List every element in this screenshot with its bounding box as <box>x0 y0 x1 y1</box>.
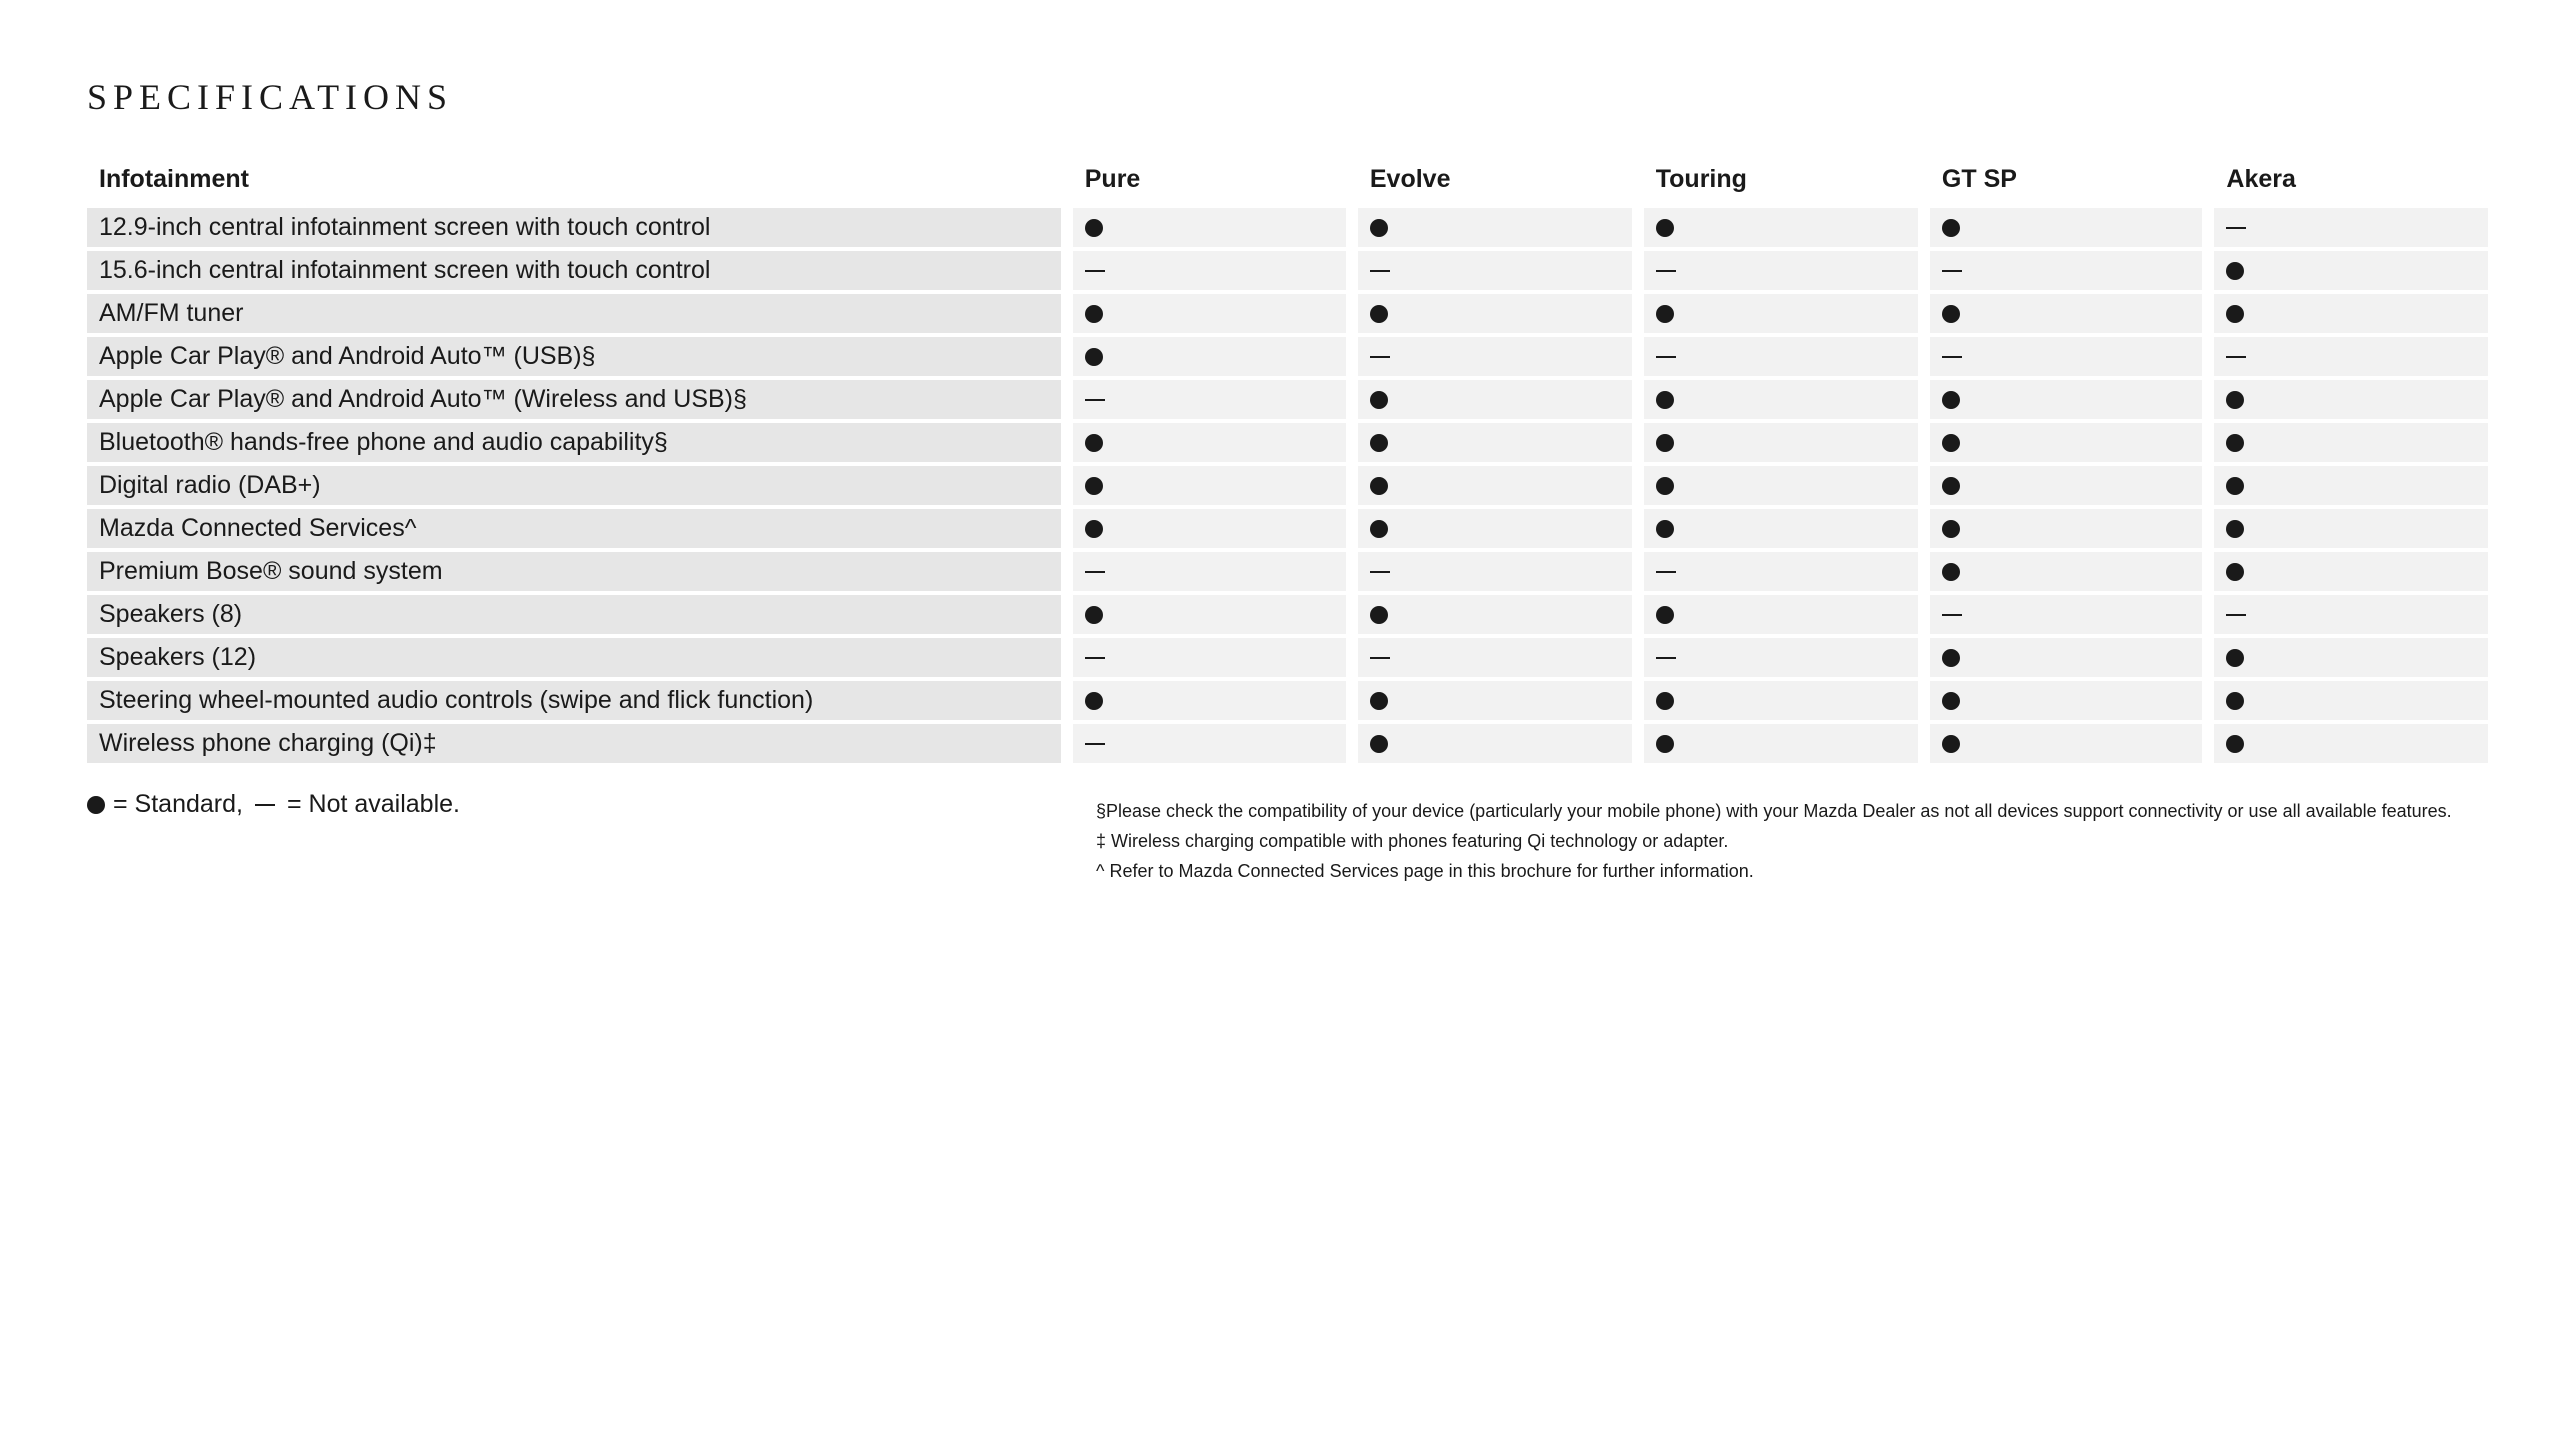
value-cell <box>1644 337 1918 376</box>
standard-dot-icon <box>1370 692 1388 710</box>
standard-dot-icon <box>1942 563 1960 581</box>
standard-dot-icon <box>1656 305 1674 323</box>
value-cell <box>1073 466 1346 505</box>
value-cell <box>1073 423 1346 462</box>
value-cell <box>1358 466 1632 505</box>
feature-cell: 15.6-inch central infotainment screen with touch control <box>87 251 1061 290</box>
not-available-dash-icon <box>1942 356 1962 358</box>
value-cell <box>1358 423 1632 462</box>
value-cell <box>1930 595 2203 634</box>
standard-dot-icon <box>1085 692 1103 710</box>
standard-dot-icon <box>1942 219 1960 237</box>
value-cell <box>1644 208 1918 247</box>
feature-cell: Premium Bose® sound system <box>87 552 1061 591</box>
standard-dot-icon <box>1656 434 1674 452</box>
value-cell <box>1358 681 1632 720</box>
not-available-dash-icon <box>2226 614 2246 616</box>
value-cell <box>1644 552 1918 591</box>
column-header-akera: Akera <box>2226 164 2296 193</box>
value-cell <box>1073 337 1346 376</box>
not-available-dash-icon <box>1370 571 1390 573</box>
value-cell <box>1644 423 1918 462</box>
table-header-row <box>87 154 2488 204</box>
not-available-dash-icon <box>1656 356 1676 358</box>
standard-dot-icon <box>1656 606 1674 624</box>
standard-dot-icon <box>1656 391 1674 409</box>
feature-cell: Speakers (12) <box>87 638 1061 677</box>
not-available-dash-icon <box>1085 657 1105 659</box>
footnote: ^ Refer to Mazda Connected Services page in this brochure for further information. <box>1096 861 1754 881</box>
value-cell <box>1930 251 2203 290</box>
not-available-dash-icon <box>1370 657 1390 659</box>
value-cell <box>2214 509 2488 548</box>
value-cell <box>1358 380 1632 419</box>
not-available-dash-icon <box>1085 399 1105 401</box>
value-cell <box>2214 466 2488 505</box>
standard-dot-icon <box>1656 692 1674 710</box>
value-cell <box>1073 294 1346 333</box>
value-cell <box>2214 423 2488 462</box>
value-cell <box>1930 380 2203 419</box>
table-row <box>87 466 2488 505</box>
legend-standard-label: = Standard, <box>113 790 243 818</box>
table-row <box>87 251 2488 290</box>
table-body <box>87 208 2488 763</box>
value-cell <box>1930 466 2203 505</box>
table-row <box>87 552 2488 591</box>
not-available-dash-icon <box>1942 270 1962 272</box>
value-cell <box>1644 638 1918 677</box>
table-row <box>87 294 2488 333</box>
standard-dot-icon <box>1085 606 1103 624</box>
standard-dot-icon <box>1942 649 1960 667</box>
footnotes <box>1096 796 2452 886</box>
value-cell <box>1073 681 1346 720</box>
not-available-dash-icon <box>2226 356 2246 358</box>
feature-cell: Mazda Connected Services^ <box>87 509 1061 548</box>
value-cell <box>1930 509 2203 548</box>
standard-dot-icon <box>1656 735 1674 753</box>
value-cell <box>1644 466 1918 505</box>
standard-dot-icon <box>1085 305 1103 323</box>
feature-cell: Bluetooth® hands-free phone and audio capability§ <box>87 423 1061 462</box>
value-cell <box>1930 337 2203 376</box>
value-cell <box>1073 509 1346 548</box>
column-header-gt-sp: GT SP <box>1941 164 2017 193</box>
standard-dot-icon <box>87 796 105 814</box>
standard-dot-icon <box>2226 391 2244 409</box>
not-available-dash-icon <box>1942 614 1962 616</box>
standard-dot-icon <box>2226 305 2244 323</box>
standard-dot-icon <box>2226 520 2244 538</box>
standard-dot-icon <box>1370 219 1388 237</box>
standard-dot-icon <box>2226 692 2244 710</box>
standard-dot-icon <box>1370 305 1388 323</box>
standard-dot-icon <box>1370 434 1388 452</box>
value-cell <box>2214 208 2488 247</box>
value-cell <box>1073 724 1346 763</box>
page-title: SPECIFICATIONS <box>87 77 454 117</box>
not-available-dash-icon <box>1085 743 1105 745</box>
column-header-pure: Pure <box>1084 164 1141 193</box>
standard-dot-icon <box>1085 219 1103 237</box>
not-available-dash-icon <box>1656 571 1676 573</box>
standard-dot-icon <box>1370 477 1388 495</box>
value-cell <box>1930 208 2203 247</box>
standard-dot-icon <box>2226 477 2244 495</box>
standard-dot-icon <box>1085 348 1103 366</box>
value-cell <box>1644 509 1918 548</box>
value-cell <box>1358 294 1632 333</box>
column-header-touring: Touring <box>1655 164 1747 193</box>
value-cell <box>2214 337 2488 376</box>
table-row <box>87 638 2488 677</box>
value-cell <box>1358 208 1632 247</box>
table-row <box>87 423 2488 462</box>
standard-dot-icon <box>1656 477 1674 495</box>
value-cell <box>1073 638 1346 677</box>
value-cell <box>1644 595 1918 634</box>
value-cell <box>1073 251 1346 290</box>
feature-cell: AM/FM tuner <box>87 294 1061 333</box>
standard-dot-icon <box>1370 606 1388 624</box>
not-available-dash-icon <box>1085 571 1105 573</box>
standard-dot-icon <box>2226 434 2244 452</box>
value-cell <box>1930 294 2203 333</box>
table-row <box>87 208 2488 247</box>
value-cell <box>1358 552 1632 591</box>
value-cell <box>1930 423 2203 462</box>
feature-cell: Digital radio (DAB+) <box>87 466 1061 505</box>
value-cell <box>2214 724 2488 763</box>
column-header-evolve: Evolve <box>1369 164 1451 193</box>
table-row <box>87 595 2488 634</box>
not-available-dash-icon <box>1656 270 1676 272</box>
standard-dot-icon <box>1656 219 1674 237</box>
section-header: Infotainment <box>99 164 249 193</box>
legend <box>87 790 460 819</box>
value-cell <box>1358 638 1632 677</box>
footnote: §Please check the compatibility of your device (particularly your mobile phone) with your Mazda Dealer as not all devices support connectivity or use all available features. <box>1096 801 2452 821</box>
infotainment-spec-table <box>75 150 2500 767</box>
standard-dot-icon <box>1942 305 1960 323</box>
value-cell <box>1073 552 1346 591</box>
value-cell <box>2214 638 2488 677</box>
feature-cell: Wireless phone charging (Qi)‡ <box>87 724 1061 763</box>
value-cell <box>2214 251 2488 290</box>
value-cell <box>1644 724 1918 763</box>
standard-dot-icon <box>2226 262 2244 280</box>
standard-dot-icon <box>1942 520 1960 538</box>
standard-dot-icon <box>1942 391 1960 409</box>
standard-dot-icon <box>1370 391 1388 409</box>
table-row <box>87 380 2488 419</box>
value-cell <box>1644 294 1918 333</box>
value-cell <box>2214 595 2488 634</box>
standard-dot-icon <box>2226 563 2244 581</box>
table-row <box>87 724 2488 763</box>
not-available-dash-icon <box>1370 270 1390 272</box>
value-cell <box>1358 595 1632 634</box>
value-cell <box>1930 681 2203 720</box>
not-available-dash-icon <box>1370 356 1390 358</box>
value-cell <box>1358 724 1632 763</box>
value-cell <box>1930 552 2203 591</box>
value-cell <box>2214 552 2488 591</box>
value-cell <box>1073 380 1346 419</box>
not-available-dash-icon <box>1656 657 1676 659</box>
legend-not-available-label: = Not available. <box>286 790 460 818</box>
standard-dot-icon <box>2226 649 2244 667</box>
standard-dot-icon <box>2226 735 2244 753</box>
value-cell <box>1358 337 1632 376</box>
value-cell <box>1930 724 2203 763</box>
standard-dot-icon <box>1942 434 1960 452</box>
not-available-dash-icon <box>255 804 275 806</box>
table-row <box>87 681 2488 720</box>
value-cell <box>1644 251 1918 290</box>
standard-dot-icon <box>1942 692 1960 710</box>
feature-cell: Apple Car Play® and Android Auto™ (USB)§ <box>87 337 1061 376</box>
value-cell <box>1358 509 1632 548</box>
value-cell <box>1073 208 1346 247</box>
standard-dot-icon <box>1085 520 1103 538</box>
not-available-dash-icon <box>2226 227 2246 229</box>
value-cell <box>1644 681 1918 720</box>
standard-dot-icon <box>1656 520 1674 538</box>
value-cell <box>1644 380 1918 419</box>
value-cell <box>1073 595 1346 634</box>
standard-dot-icon <box>1085 477 1103 495</box>
standard-dot-icon <box>1942 735 1960 753</box>
value-cell <box>1358 251 1632 290</box>
table-row <box>87 509 2488 548</box>
footnote: ‡ Wireless charging compatible with phones featuring Qi technology or adapter. <box>1096 831 1729 851</box>
table-row <box>87 337 2488 376</box>
feature-cell: Steering wheel-mounted audio controls (swipe and flick function) <box>87 681 1061 720</box>
feature-cell: 12.9-inch central infotainment screen with touch control <box>87 208 1061 247</box>
standard-dot-icon <box>1370 735 1388 753</box>
feature-cell: Speakers (8) <box>87 595 1061 634</box>
value-cell <box>2214 380 2488 419</box>
not-available-dash-icon <box>1085 270 1105 272</box>
feature-cell: Apple Car Play® and Android Auto™ (Wireless and USB)§ <box>87 380 1061 419</box>
value-cell <box>2214 294 2488 333</box>
standard-dot-icon <box>1085 434 1103 452</box>
standard-dot-icon <box>1370 520 1388 538</box>
standard-dot-icon <box>1942 477 1960 495</box>
value-cell <box>1930 638 2203 677</box>
value-cell <box>2214 681 2488 720</box>
